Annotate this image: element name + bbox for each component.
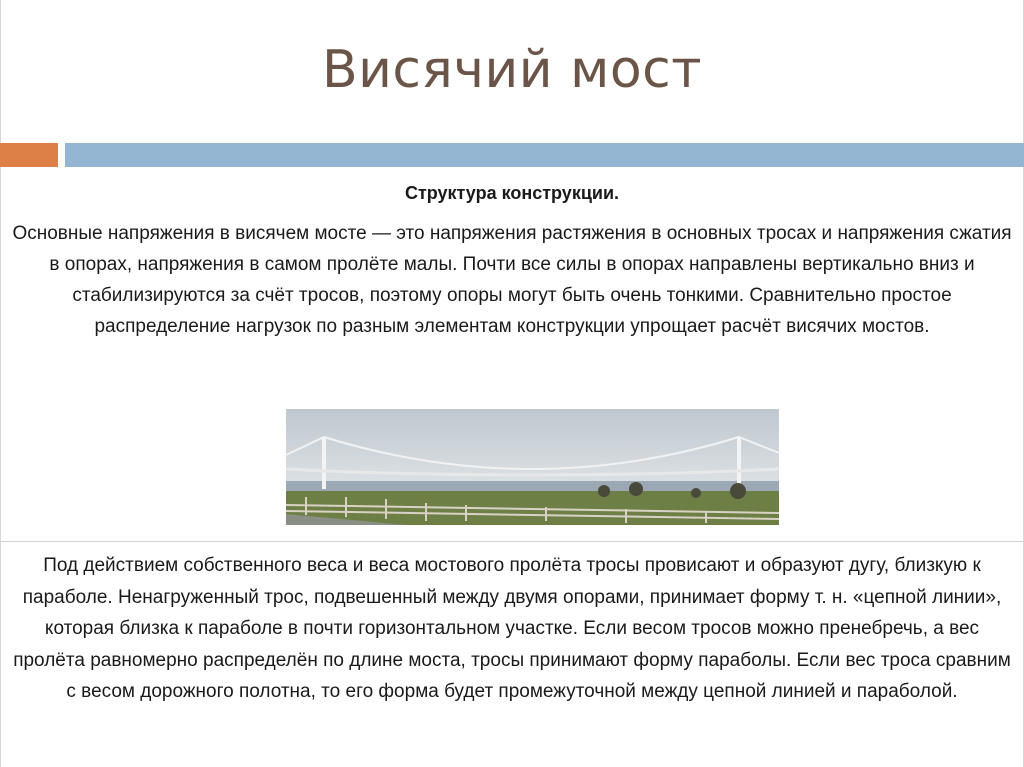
bridge-photo <box>286 409 779 525</box>
bridge-tower-left <box>322 437 326 489</box>
bridge-tower-right <box>737 437 741 489</box>
section-divider <box>0 541 1024 542</box>
slide-title: Висячий мост <box>321 40 703 100</box>
sky <box>286 409 779 489</box>
accent-bar-orange <box>0 143 58 167</box>
paragraph-structure: Основные напряжения в висячем мосте — это напряжения растяжения в основных тросах и напряжения сжатия в опорах, напряжения в самом пролёте малы. Почти все силы в опорах направлены вертикально вниз и стабилизируются за счёт тросов, поэтому опоры могут быть очень тонкими. Сравнительно простое распределение нагрузок по разным элементам конструкции упрощает расчёт висячих мостов. <box>12 223 1012 337</box>
section-subtitle: Структура конструкции. <box>404 183 620 203</box>
bridge-photo-illustration <box>286 409 779 525</box>
paragraph-cable-shape: Под действием собственного веса и веса мостового пролёта тросы провисают и образуют дугу, близкую к параболе. Ненагруженный трос, подвешенный между двумя опорами, принимает форму т. н. «цепной линии», которая близка к параболе в почти горизонтальном участке. Если весом тросов можно пренебречь, а вес пролёта равномерно распределён по длине моста, тросы принимают форму параболы. Если вес троса сравним с весом дорожного полотна, то его форма будет промежуточной между цепной линией и параболой. <box>13 555 1011 702</box>
frame-left-line <box>0 0 1 767</box>
accent-bar-blue <box>65 143 1024 167</box>
